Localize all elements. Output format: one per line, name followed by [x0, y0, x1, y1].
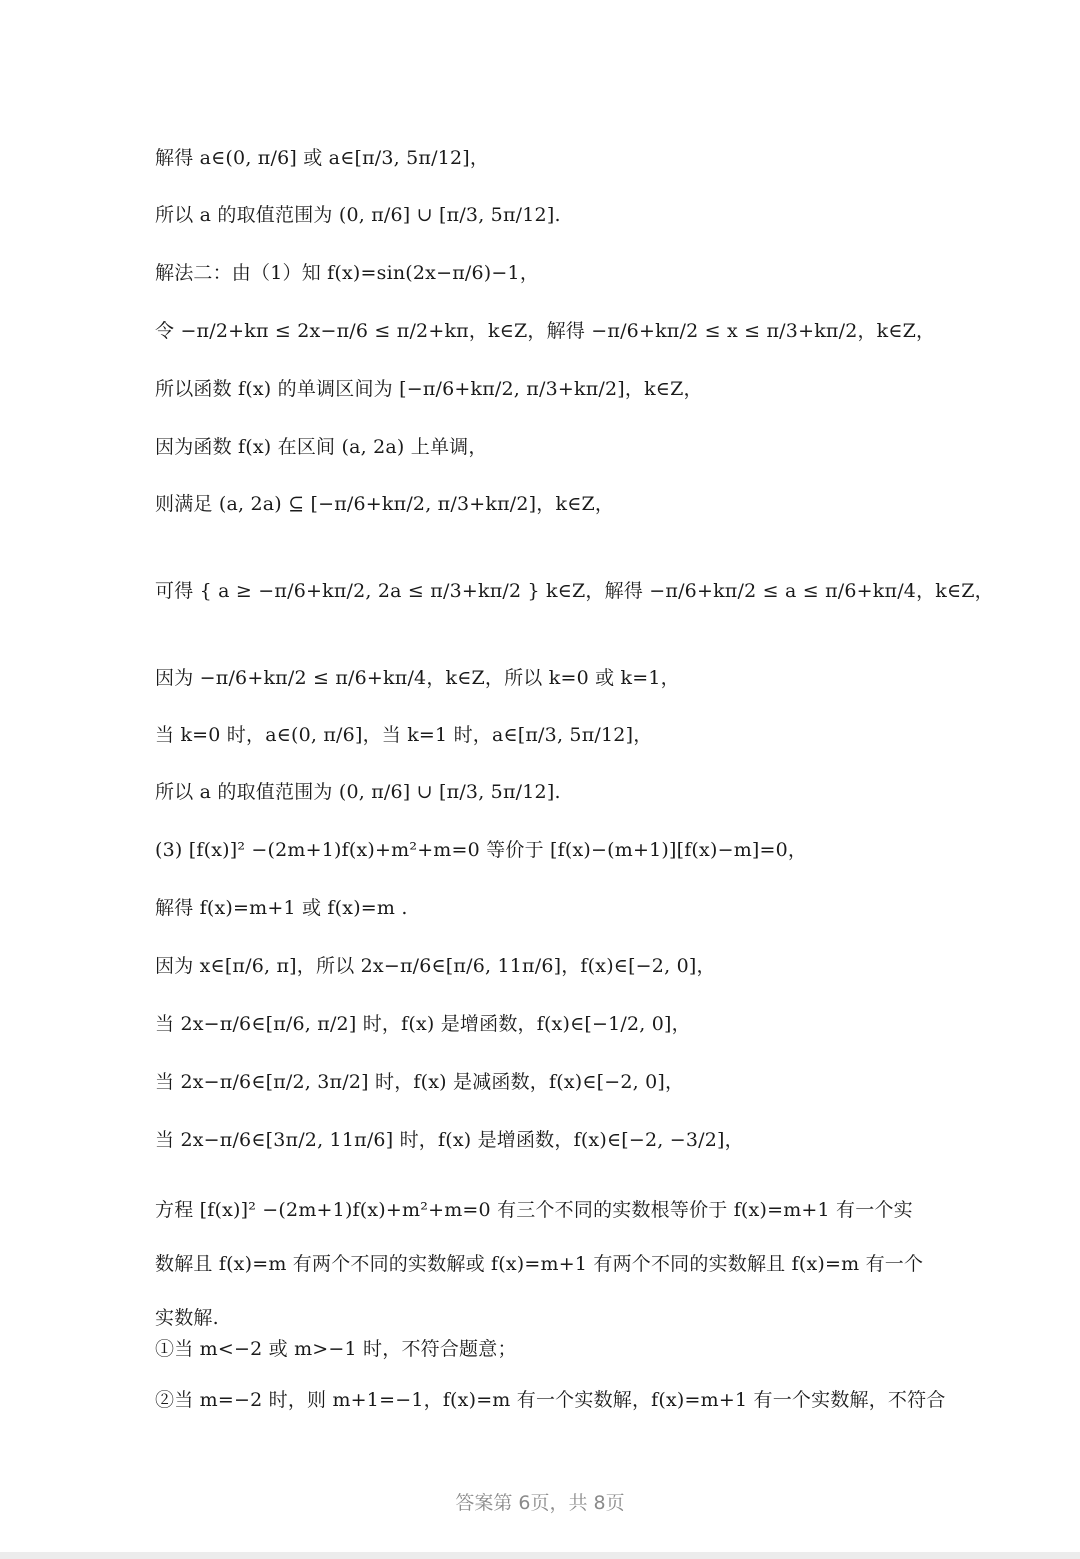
- text-line: 令 −π/2+kπ ≤ 2x−π/6 ≤ π/2+kπ，k∈Z，解得 −π/6+kπ/2 ≤ x ≤ π/3+kπ/2，k∈Z，: [155, 320, 936, 342]
- text-line: 当 2x−π/6∈[3π/2, 11π/6] 时，f(x) 是增函数，f(x)∈[−2, −3/2]，: [155, 1129, 744, 1151]
- bottom-edge: [0, 1552, 1080, 1559]
- text-line: ①当 m<−2 或 m>−1 时，不符合题意；: [155, 1338, 517, 1360]
- text-line: 因为函数 f(x) 在区间 (a, 2a) 上单调，: [155, 436, 488, 458]
- text-line: 当 k=0 时，a∈(0, π/6]，当 k=1 时，a∈[π/3, 5π/12]，: [155, 724, 653, 746]
- page-footer: 答案第 6页，共 8页: [455, 1492, 625, 1514]
- text-line: 解法二：由（1）知 f(x)=sin(2x−π/6)−1，: [155, 262, 540, 284]
- text-line: 所以 a 的取值范围为 (0, π/6] ∪ [π/3, 5π/12].: [155, 781, 561, 803]
- text-line: 当 2x−π/6∈[π/2, 3π/2] 时，f(x) 是减函数，f(x)∈[−2, 0]，: [155, 1071, 685, 1093]
- text-paragraph: 方程 [f(x)]² −(2m+1)f(x)+m²+m=0 有三个不同的实数根等价于 f(x)=m+1 有一个实数解且 f(x)=m 有两个不同的实数解或 f(x)=m+1 有两个不同的实数解且 f(x)=m 有一个实数解.: [155, 1199, 924, 1329]
- text-line: 因为 x∈[π/6, π]，所以 2x−π/6∈[π/6, 11π/6]，f(x)∈[−2, 0]，: [155, 955, 716, 977]
- text-line: 解得 f(x)=m+1 或 f(x)=m .: [155, 897, 408, 919]
- text-line: ②当 m=−2 时，则 m+1=−1，f(x)=m 有一个实数解，f(x)=m+1 有一个实数解，不符合: [155, 1389, 946, 1411]
- text-line: 可得 { a ≥ −π/6+kπ/2, 2a ≤ π/3+kπ/2 } k∈Z，解得 −π/6+kπ/2 ≤ a ≤ π/6+kπ/4，k∈Z，: [155, 580, 994, 602]
- text-line: 当 2x−π/6∈[π/6, π/2] 时，f(x) 是增函数，f(x)∈[−1/2, 0]，: [155, 1013, 691, 1035]
- text-line: (3) [f(x)]² −(2m+1)f(x)+m²+m=0 等价于 [f(x)−(m+1)][f(x)−m]=0，: [155, 839, 808, 861]
- text-line: 解得 a∈(0, π/6] 或 a∈[π/3, 5π/12]，: [155, 147, 490, 169]
- text-line: 所以函数 f(x) 的单调区间为 [−π/6+kπ/2, π/3+kπ/2]，k∈Z，: [155, 378, 703, 400]
- text-line: 则满足 (a, 2a) ⊆ [−π/6+kπ/2, π/3+kπ/2]，k∈Z，: [155, 493, 615, 515]
- text-line: 因为 −π/6+kπ/2 ≤ π/6+kπ/4，k∈Z，所以 k=0 或 k=1，: [155, 667, 680, 689]
- text-line: 所以 a 的取值范围为 (0, π/6] ∪ [π/3, 5π/12].: [155, 204, 561, 226]
